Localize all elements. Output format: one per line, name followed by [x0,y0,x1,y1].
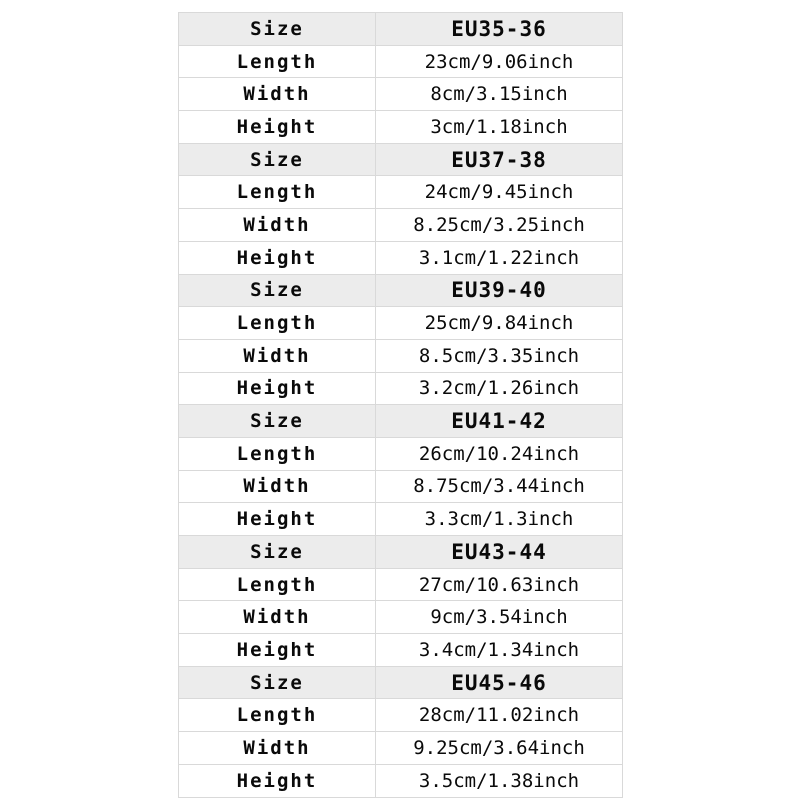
measure-label-text: Length [236,50,318,73]
measure-value-cell [376,601,623,634]
table-row [179,470,623,503]
table-row [179,732,623,765]
size-value-cell [376,536,623,569]
measure-value-text: 25cm/9.84inch [424,312,574,335]
measure-label-text: Length [236,312,318,335]
table-row [179,764,623,797]
measure-value-text: 3.5cm/1.38inch [418,769,580,792]
measure-value-cell [376,339,623,372]
measure-label-cell [179,699,376,732]
table-row [179,143,623,176]
table-row [179,78,623,111]
measure-label-cell [179,634,376,667]
measure-value-text: 3.3cm/1.3inch [424,508,574,531]
size-value-text: EU43-44 [451,539,547,564]
table-row [179,437,623,470]
size-value-text: EU39-40 [451,278,547,303]
measure-label-cell [179,241,376,274]
measure-value-text: 8.75cm/3.44inch [413,475,585,498]
measure-value-text: 27cm/10.63inch [418,573,580,596]
measure-value-text: 3.4cm/1.34inch [418,638,580,661]
size-label-cell [179,536,376,569]
size-value-text: EU35-36 [451,16,547,41]
measure-label-text: Length [236,573,318,596]
measure-value-cell [376,503,623,536]
measure-label-cell [179,764,376,797]
size-value-text: EU45-46 [451,670,547,695]
measure-label-text: Height [236,638,318,661]
measure-label-text: Length [236,181,318,204]
measure-label-text: Length [236,442,318,465]
table-row [179,274,623,307]
measure-value-text: 3cm/1.18inch [430,115,568,138]
measure-label-text: Width [243,475,311,498]
measure-label-cell [179,503,376,536]
size-label-cell [179,666,376,699]
size-value-cell [376,274,623,307]
table-row [179,13,623,46]
measure-value-cell [376,764,623,797]
measure-label-cell [179,437,376,470]
size-label-text: Size [250,279,304,302]
measure-value-cell [376,45,623,78]
size-label-text: Size [250,17,304,40]
size-label-cell [179,143,376,176]
table-row [179,241,623,274]
measure-value-text: 9cm/3.54inch [430,606,568,629]
size-label-text: Size [250,410,304,433]
measure-label-text: Height [236,769,318,792]
size-label-text: Size [250,540,304,563]
measure-label-text: Length [236,704,318,727]
size-chart-table [178,12,623,798]
table-row [179,209,623,242]
size-label-text: Size [250,671,304,694]
measure-label-text: Width [243,213,311,236]
table-row [179,536,623,569]
size-label-cell [179,13,376,46]
measure-label-cell [179,176,376,209]
measure-value-text: 8.5cm/3.35inch [418,344,580,367]
measure-value-cell [376,437,623,470]
measure-value-cell [376,176,623,209]
measure-label-cell [179,372,376,405]
measure-value-text: 3.1cm/1.22inch [418,246,580,269]
measure-label-cell [179,470,376,503]
table-row [179,372,623,405]
measure-value-text: 24cm/9.45inch [424,181,574,204]
measure-value-text: 28cm/11.02inch [418,704,580,727]
measure-label-cell [179,78,376,111]
measure-value-cell [376,307,623,340]
measure-label-text: Height [236,246,318,269]
measure-label-text: Width [243,736,311,759]
measure-label-cell [179,339,376,372]
size-label-cell [179,274,376,307]
size-label-cell [179,405,376,438]
measure-value-cell [376,111,623,144]
measure-label-cell [179,732,376,765]
table-row [179,176,623,209]
measure-label-text: Height [236,115,318,138]
table-row [179,503,623,536]
size-label-text: Size [250,148,304,171]
table-row [179,601,623,634]
measure-label-cell [179,209,376,242]
size-chart-body [179,13,623,798]
table-row [179,339,623,372]
size-value-cell [376,143,623,176]
table-row [179,634,623,667]
measure-value-cell [376,699,623,732]
table-row [179,699,623,732]
measure-value-cell [376,470,623,503]
measure-label-text: Height [236,508,318,531]
size-value-cell [376,405,623,438]
measure-value-cell [376,78,623,111]
measure-value-cell [376,634,623,667]
table-row [179,405,623,438]
measure-label-text: Width [243,606,311,629]
measure-label-cell [179,568,376,601]
measure-value-text: 9.25cm/3.64inch [413,736,585,759]
measure-value-cell [376,209,623,242]
measure-label-text: Width [243,344,311,367]
measure-label-cell [179,307,376,340]
measure-label-text: Height [236,377,318,400]
measure-value-cell [376,568,623,601]
size-value-cell [376,13,623,46]
table-row [179,45,623,78]
size-value-cell [376,666,623,699]
table-row [179,666,623,699]
measure-value-text: 3.2cm/1.26inch [418,377,580,400]
table-row [179,568,623,601]
size-value-text: EU37-38 [451,147,547,172]
table-row [179,307,623,340]
measure-value-text: 23cm/9.06inch [424,50,574,73]
measure-label-cell [179,601,376,634]
measure-value-cell [376,732,623,765]
measure-value-cell [376,372,623,405]
measure-label-cell [179,45,376,78]
table-row [179,111,623,144]
measure-value-cell [376,241,623,274]
size-value-text: EU41-42 [451,409,547,434]
measure-value-text: 8cm/3.15inch [430,83,568,106]
measure-value-text: 8.25cm/3.25inch [413,213,585,236]
measure-value-text: 26cm/10.24inch [418,442,580,465]
measure-label-text: Width [243,83,311,106]
measure-label-cell [179,111,376,144]
